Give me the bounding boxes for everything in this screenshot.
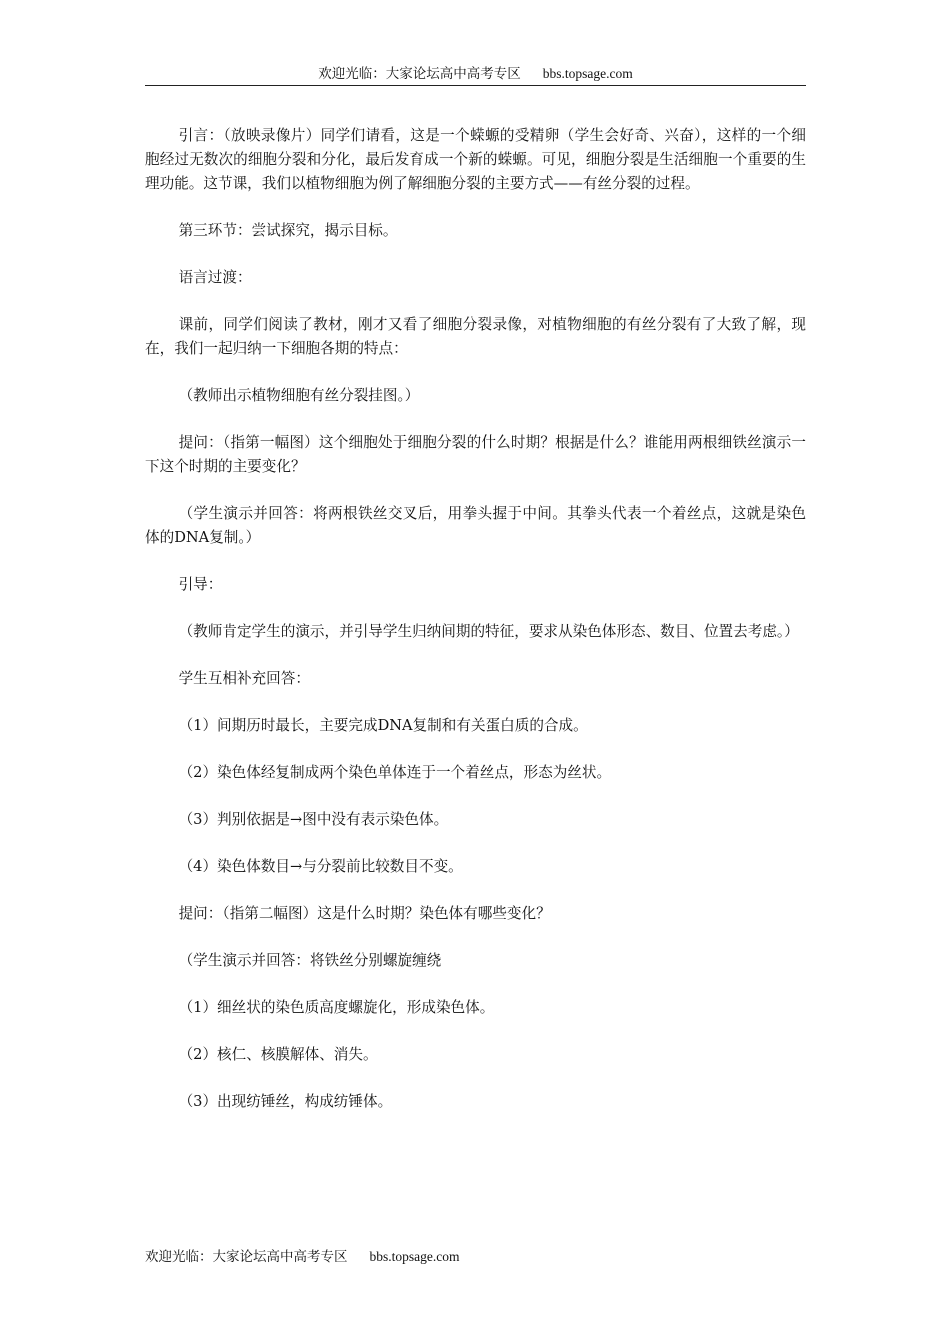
paragraph-question-first-image: 提问：（指第一幅图）这个细胞处于细胞分裂的什么时期？根据是什么？谁能用两根细铁丝演示一下这个时期的主要变化？ xyxy=(145,434,806,475)
paragraph-pre-class: 课前，同学们阅读了教材，刚才又看了细胞分裂录像，对植物细胞的有丝分裂有了大致了解，现在，我们一起归纳一下细胞各期的特点： xyxy=(145,316,806,357)
paragraph-teacher-shows-chart: （教师出示植物细胞有丝分裂挂图。） xyxy=(178,387,420,404)
list-item-interphase-2: （2）染色体经复制成两个染色单体连于一个着丝点，形态为丝状。 xyxy=(178,764,612,781)
page-header xyxy=(145,64,806,84)
header-site-link[interactable]: bbs.topsage.com xyxy=(542,66,633,81)
document-body xyxy=(145,124,806,1137)
paragraph-student-demo-2: （学生演示并回答：将铁丝分别螺旋缠绕 xyxy=(178,952,442,969)
paragraph-section-three: 第三环节：尝试探究，揭示目标。 xyxy=(178,222,398,239)
list-item-interphase-3: （3）判别依据是→图中没有表示染色体。 xyxy=(178,811,449,828)
header-text: 欢迎光临：大家论坛高中高考专区 xyxy=(318,66,521,82)
list-item-interphase-1: （1）间期历时最长，主要完成DNA复制和有关蛋白质的合成。 xyxy=(178,717,588,734)
list-item-prophase-2: （2）核仁、核膜解体、消失。 xyxy=(178,1046,378,1063)
list-item-prophase-3: （3）出现纺锤丝，构成纺锤体。 xyxy=(178,1093,393,1110)
paragraph-intro: 引言：（放映录像片）同学们请看，这是一个蝾螈的受精卵（学生会好奇、兴奋），这样的一个细胞经过无数次的细胞分裂和分化，最后发育成一个新的蝾螈。可见，细胞分裂是生活细胞一个重要的生理功能。这节课，我们以植物细胞为例了解细胞分裂的主要方式——有丝分裂的过程。 xyxy=(145,127,806,192)
footer-text: 欢迎光临：大家论坛高中高考专区 xyxy=(145,1249,348,1265)
paragraph-guide: 引导： xyxy=(178,576,223,593)
paragraph-teacher-affirms: （教师肯定学生的演示，并引导学生归纳间期的特征，要求从染色体形态、数目、位置去考虑。） xyxy=(178,623,799,640)
paragraph-transition: 语言过渡： xyxy=(178,269,252,286)
footer-site-link[interactable]: bbs.topsage.com xyxy=(369,1249,460,1264)
paragraph-student-demo-1: （学生演示并回答：将两根铁丝交叉后，用拳头握于中间。其拳头代表一个着丝点，这就是染色体的DNA复制。） xyxy=(145,505,806,546)
list-item-prophase-1: （1）细丝状的染色质高度螺旋化，形成染色体。 xyxy=(178,999,495,1016)
paragraph-question-second-image: 提问：（指第二幅图）这是什么时期？染色体有哪些变化？ xyxy=(178,905,551,922)
list-item-interphase-4: （4）染色体数目→与分裂前比较数目不变。 xyxy=(178,858,463,875)
header-rule xyxy=(145,85,806,86)
page-footer xyxy=(145,1247,460,1267)
paragraph-students-answer: 学生互相补充回答： xyxy=(178,670,310,687)
